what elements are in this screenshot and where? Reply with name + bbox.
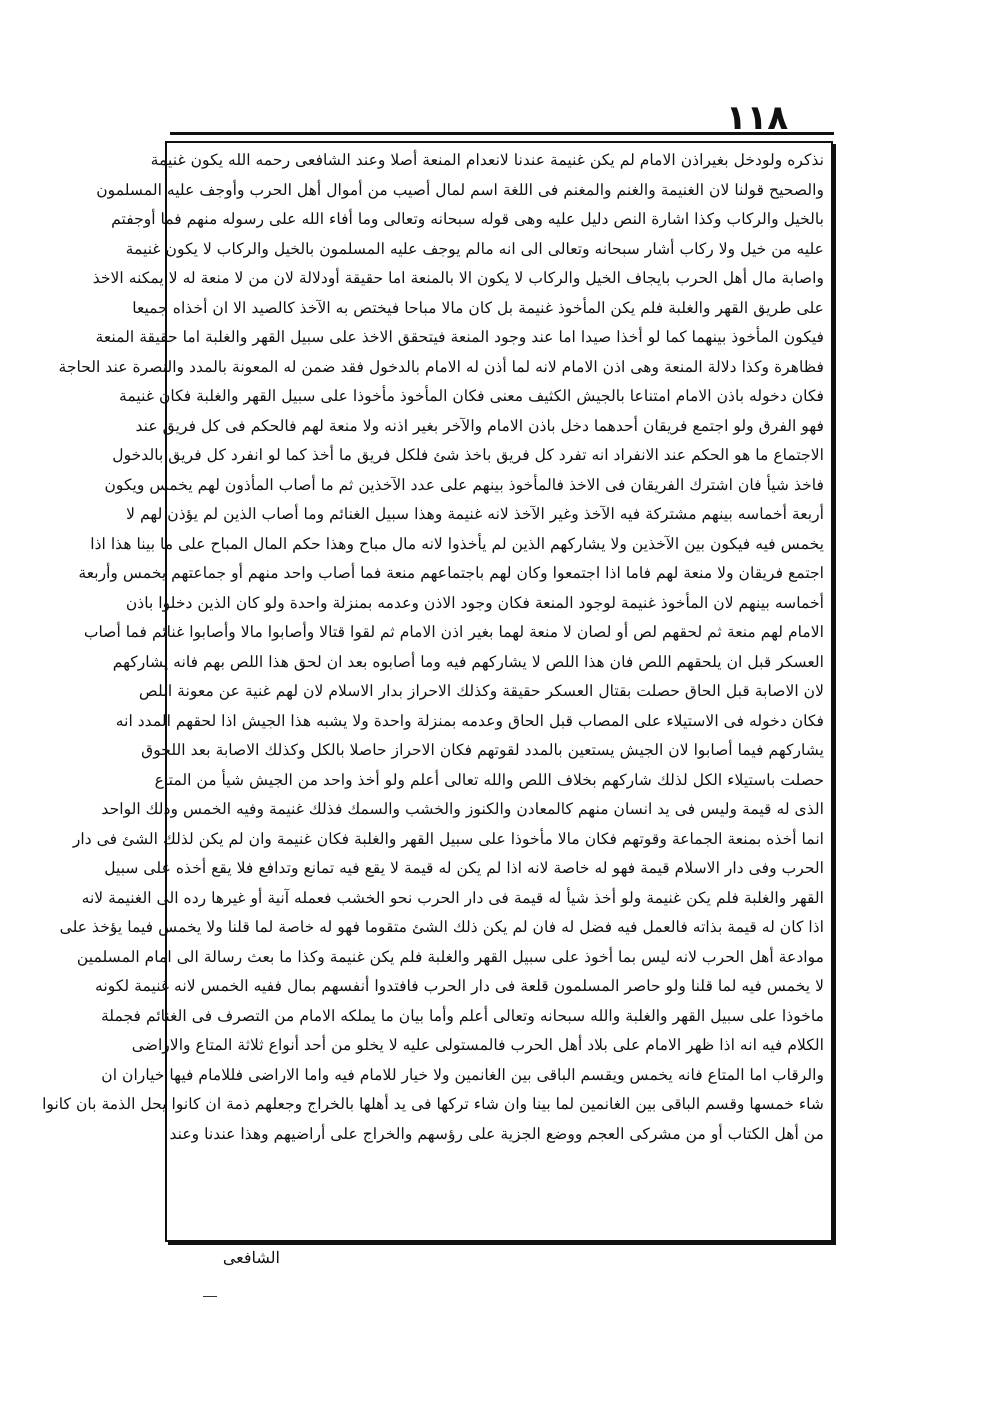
text-line: أربعة أخماسه بينهم مشتركة فيه الآخذ وغير الآخذ لانه غنيمة وهذا سبيل الغنائم وما أصاب الذين لم يؤذن لهم لا <box>126 505 824 523</box>
text-line: يشاركهم فيما أصابوا لان الجيش يستعين بالمدد لقوتهم فكان الاحراز حاصلا بالكل وكذلك الاصابة بعد اللحوق <box>141 741 824 759</box>
text-line: شاء خمسها وقسم الباقى بين الغانمين لما بينا وان شاء تركها فى يد أهلها بالخراج وجعلهم ذمة ان كانوا يحل الذمة بان كانوا <box>42 1095 824 1113</box>
catchword: الشافعى <box>222 1248 280 1267</box>
text-line: عليه من خيل ولا ركاب أشار سبحانه وتعالى الى انه مالم يوجف عليه المسلمون بالخيل والركاب لا يكون غنيمة <box>125 239 824 258</box>
text-line: بالخيل والركاب وكذا اشارة النص دليل عليه وهى قوله سبحانه وتعالى وما أفاء الله على رسوله منهم فما أوجفتم <box>111 210 824 228</box>
text-body <box>42 146 824 1236</box>
text-line: الكلام فيه انه اذا ظهر الامام على بلاد أهل الحرب فالمستولى عليه لا يخلو من أحد أنواع ثلاثة المتاع والاراضى <box>131 1036 824 1054</box>
text-line: فكان دخوله فى الاستيلاء على المصاب قبل الحاق وعدمه بمنزلة واحدة ولا يشبه هذا الجيش اذا لحقهم المدد انه <box>115 711 824 730</box>
text-line: الامام لهم منعة ثم لحقهم لص أو لصان لا منعة لهما بغير اذن الامام ثم لقوا قتالا وأصابوا مالا وأصابوا غنائم فما أصاب <box>83 623 824 641</box>
text-line: فكان دخوله باذن الامام امتناعا بالجيش الكثيف معنى فكان المأخوذ مأخوذا على سبيل القهر والغلبة فكان غنيمة <box>119 387 824 405</box>
text-line: أخماسه بينهم لان المأخوذ غنيمة لوجود المنعة فكان وجود الاذن وعدمه بمنزلة واحدة ولو كان الذين دخلوا باذن <box>125 593 824 612</box>
text-line: الذى له قيمة وليس فى يد انسان منهم كالمعادن والكنوز والخشب والسمك فذلك غنيمة وفيه الخمس وذلك الواحد <box>101 800 824 818</box>
text-line: والصحيح قولنا لان الغنيمة والغنم والمغنم فى اللغة اسم لمال أصيب من أموال أهل الحرب وأوجف عليه المسلمون <box>96 180 824 199</box>
text-line: فاخذ شيأ فان اشترك الفريقان فى الاخذ فالمأخوذ بينهم على عدد الآخذين ثم ما أصاب المأذون لهم يخمس ويكون <box>104 475 824 494</box>
page-number: ١١٨ <box>725 98 789 138</box>
text-line: ماخوذا على سبيل القهر والغلبة والله سبحانه وتعالى أعلم وأما بيان ما يملكه الامام من التصرف فى الغنائم فجملة <box>100 1006 824 1025</box>
text-line: موادعة أهل الحرب لانه ليس بما أخوذ على سبيل القهر والغلبة فلم يكن غنيمة وكذا ما بعث رسالة الى امام المسلمين <box>76 947 824 966</box>
text-line: فظاهرة وكذا دلالة المنعة وهى اذن الامام لانه لما أذن له الامام بالدخول فقد ضمن له المعونة بالمدد والنصرة عند الحاجة <box>58 357 824 376</box>
text-line: فيكون المأخوذ بينهما كما لو أخذا صيدا اما عند وجود المنعة فيتحقق الاخذ على سبيل القهر والغلبة اما حقيقة المنعة <box>95 328 824 346</box>
footer-dash <box>203 1296 217 1297</box>
text-line: من أهل الكتاب أو من مشركى العجم ووضع الجزية على رؤسهم والخراج على أراضيهم وهذا عندنا وعند <box>169 1124 824 1143</box>
text-line: العسكر قبل ان يلحقهم اللص فان هذا اللص لا يشاركهم فيه وما أصابوه بعد ان لحق هذا اللص بهم فانه يشاركهم <box>112 652 824 671</box>
text-line: لان الاصابة قبل الحاق حصلت بقتال العسكر حقيقة وكذلك الاحراز بدار الاسلام لان لهم غنية عن معونة اللص <box>138 682 824 700</box>
text-line: واصابة مال أهل الحرب بايجاف الخيل والركاب لا يكون الا بالمنعة اما حقيقة أودلالة لان من لا منعة له لا يمكنه الاخذ <box>92 269 824 287</box>
text-line: والرقاب اما المتاع فانه يخمس ويقسم الباقى بين الغانمين ولا خيار للامام فيه واما الاراضى فللامام فيها خياران ان <box>101 1065 824 1084</box>
text-line: نذكره ولودخل بغيراذن الامام لم يكن غنيمة عندنا لانعدام المنعة أصلا وعند الشافعى رحمه الله يكون غنيمة <box>150 151 824 169</box>
text-line: فهو الفرق ولو اجتمع فريقان أحدهما دخل باذن الامام والآخر بغير اذنه ولا منعة لهم فالحكم فى كل فريق عند <box>135 416 824 435</box>
text-line: القهر والغلبة فلم يكن غنيمة ولو أخذ شيأ له قيمة فى دار الحرب نحو الخشب فعمله آنية أو غيرها رده الى الغنيمة لانه <box>81 888 824 907</box>
text-line: انما أخذه بمنعة الجماعة وقوتهم فكان مالا مأخوذا على سبيل القهر والغلبة فكان غنيمة وان لم يكن لذلك الشئ فى دار <box>72 829 824 848</box>
text-line: لا يخمس فيه لما قلنا ولو حاصر المسلمون قلعة فى دار الحرب فافتدوا أنفسهم بمال ففيه الخمس لانه غنيمة لكونه <box>95 977 824 995</box>
header-rule <box>170 132 834 135</box>
text-line: على طريق القهر والغلبة فلم يكن المأخوذ غنيمة بل كان مالا مباحا فيختص به الآخذ كالصيد الا ان أخذاه جميعا <box>132 298 824 317</box>
text-line: اذا كان له قيمة بذاته فالعمل فيه فضل له فان لم يكن ذلك الشئ متقوما فهو له خاصة لما قلنا ولا يخمس فيما يؤخذ على <box>59 918 824 936</box>
text-line: اجتمع فريقان ولا منعة لهم فاما اذا اجتمعوا وكان لهم باجتماعهم منعة فما أصاب واحد منهم أو جماعتهم يخمس وأربعة <box>78 564 824 582</box>
text-line: الاجتماع ما هو الحكم عند الانفراد انه تفرد كل فريق باخذ شئ فلكل فريق ما أخذ كما لو انفرد كل فريق بالدخول <box>112 446 824 464</box>
text-line: الحرب وفى دار الاسلام قيمة فهو له خاصة لانه اذا لم يكن له قيمة لا يقع فيه تمانع وتدافع فلا يقع أخذه على سبيل <box>104 859 824 877</box>
text-line: يخمس فيه فيكون بين الآخذين ولا يشاركهم الذين لم يأخذوا لانه مال مباح وهذا حكم المال المباح على ما بينا هذا اذا <box>90 534 824 553</box>
text-line: حصلت باستيلاء الكل لذلك شاركهم بخلاف اللص والله تعالى أعلم ولو أخذ واحد من الجيش شيأ من المتاع <box>154 770 824 789</box>
